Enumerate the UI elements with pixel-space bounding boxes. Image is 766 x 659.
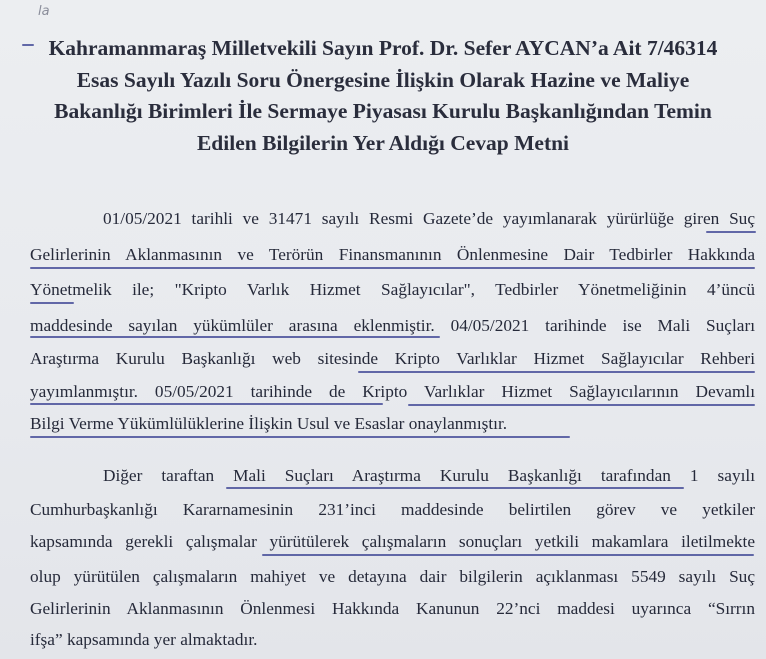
title-line: Bakanlığı Birimleri İle Sermaye Piyasası Kurulu Başkanlığından Temin [54, 99, 712, 123]
title-line: Kahramanmaraş Milletvekili Sayın Prof. Dr. Sefer AYCAN’a Ait 7/46314 [48, 36, 718, 60]
paragraph-line: Cumhurbaşkanlığı Kararnamesinin 231’inci maddesinde belirtilen görev ve yetkiler [30, 500, 755, 519]
paragraph-line: olup yürütülen çalışmaların mahiyet ve detayına dair bilgilerin açıklanması 5549 sayılı Suç [30, 567, 755, 586]
pen-underline [226, 487, 684, 489]
paragraph-line: 01/05/2021 tarihli ve 31471 sayılı Resmi Gazete’de yayımlanarak yürürlüğe giren Suç [103, 209, 755, 228]
paragraph-line: Gelirlerinin Aklanmasının ve Terörün Finansmanının Önlenmesine Dair Tedbirler Hakkında [30, 245, 755, 264]
paragraph-line: ifşa” kapsamında yer almaktadır. [30, 630, 258, 649]
corner-handwritten-mark: la [38, 4, 50, 19]
paragraph-line: maddesinde sayılan yükümlüler arasına eklenmiştir. 04/05/2021 tarihinde ise Mali Suçları [30, 316, 755, 335]
paragraph-line: Gelirlerinin Aklanmasının Önlenmesi Hakkında Kanunun 22’nci maddesi uyarınca “Sırrın [30, 599, 755, 618]
paragraph-line: kapsamında gerekli çalışmalar yürütülerek çalışmaların sonuçları yetkili makamlara iletilmekte [30, 532, 755, 551]
pen-underline [30, 436, 570, 438]
pen-underline [408, 404, 755, 406]
pen-underline [30, 267, 755, 269]
pen-underline [706, 231, 756, 233]
paragraph-line: Yönetmelik ile; "Kripto Varlık Hizmet Sağlayıcılar", Tedbirler Yönetmeliğinin 4’üncü [30, 280, 755, 299]
pen-underline [30, 336, 440, 338]
pen-underline [30, 302, 74, 304]
pen-underline [30, 403, 383, 405]
paragraph-line: Bilgi Verme Yükümlülüklerine İlişkin Usul ve Esaslar onaylanmıştır. [30, 414, 508, 433]
title-line: Esas Sayılı Yazılı Soru Önergesine İlişkin Olarak Hazine ve Maliye [76, 67, 690, 92]
paragraph-line: Araştırma Kurulu Başkanlığı web sitesinde Kripto Varlıklar Hizmet Sağlayıcılar Rehberi [30, 349, 755, 368]
pen-underline [358, 371, 755, 373]
paragraph-line: Diğer taraftan Mali Suçları Araştırma Kurulu Başkanlığı tarafından 1 sayılı [103, 466, 755, 485]
pen-underline [262, 554, 754, 556]
title-line: Edilen Bilgilerin Yer Aldığı Cevap Metni [196, 130, 570, 155]
document-title [0, 33, 766, 159]
paragraph-line: yayımlanmıştır. 05/05/2021 tarihinde de Kripto Varlıklar Hizmet Sağlayıcılarının Devamlı [30, 382, 755, 401]
pen-mark [22, 44, 34, 46]
